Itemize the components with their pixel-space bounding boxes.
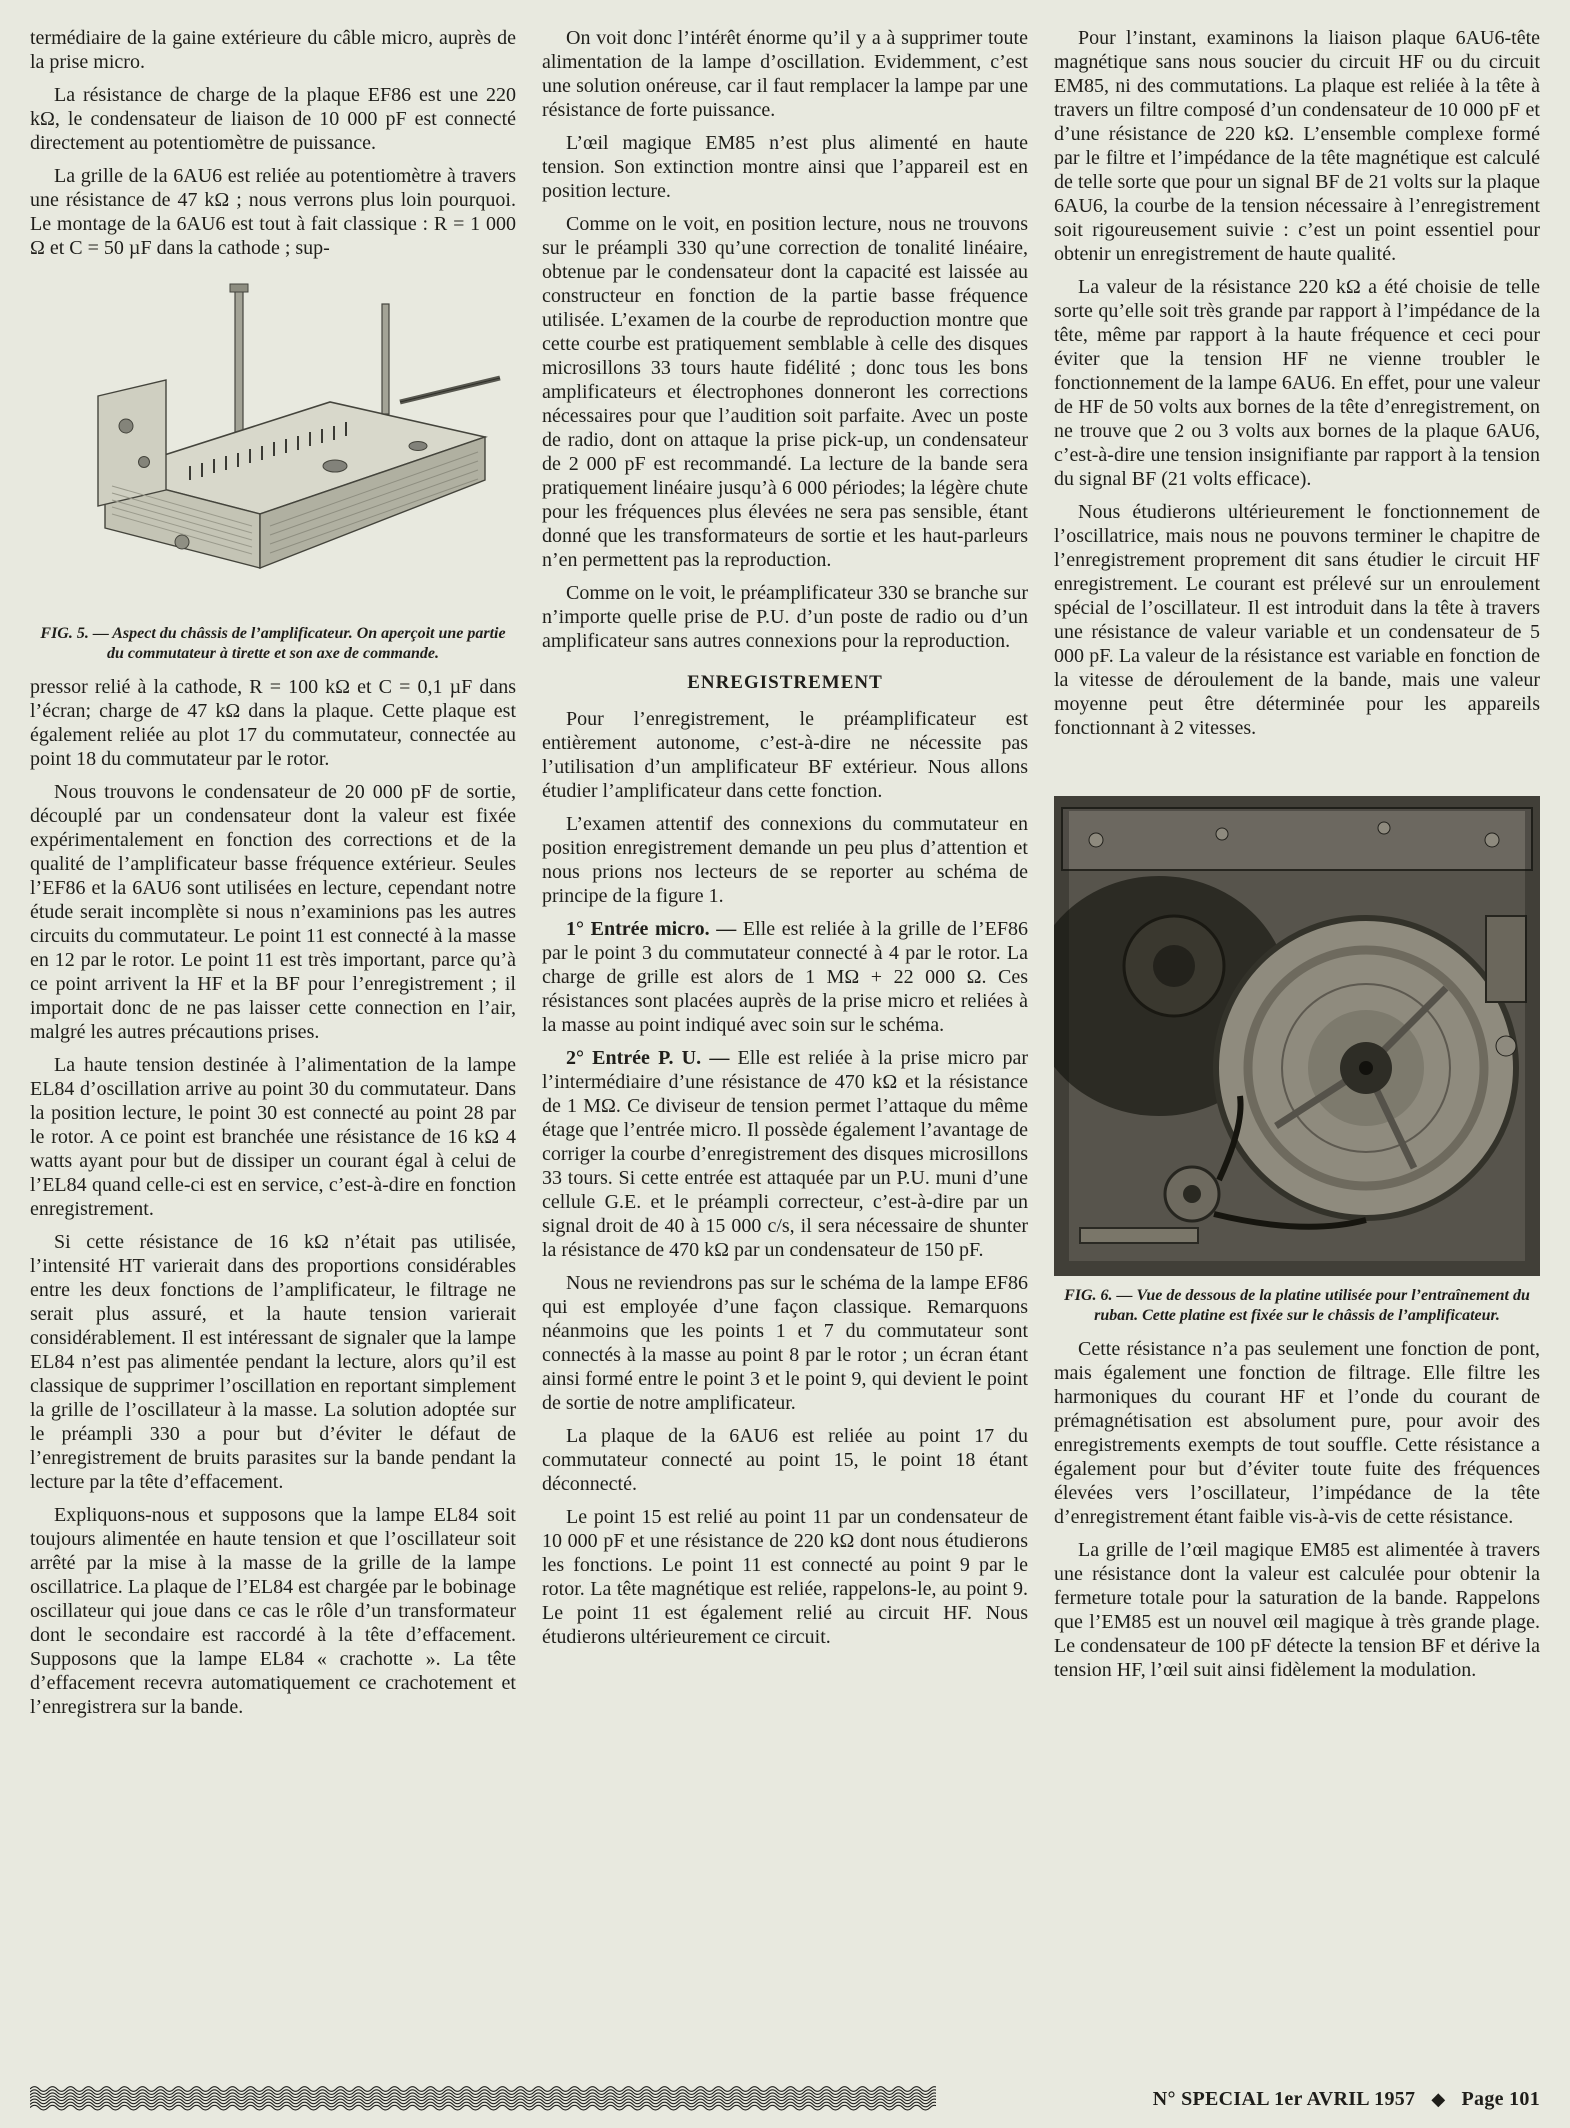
- paragraph: termédiaire de la gaine extérieure du câble micro, auprès de la prise micro.: [30, 27, 516, 73]
- paragraph: Expliquons-nous et supposons que la lampe EL84 soit toujours alimentée en haute tension et que l’oscillateur soit arrêté par la mise à la masse de la grille de la lampe oscillatrice. La plaque de l’EL84 est chargée par le bobinage oscillateur qui joue dans ce cas le rôle d’un transformateur dont le secondaire est raccordé à la tête d’effacement. Supposons que la lampe EL84 « crachotte ». La tête d’effacement recevra automatiquement ce crachotement et l’enregistrera sur la bande.: [30, 1504, 516, 1718]
- paragraph-entree-pu: [542, 1046, 1028, 1262]
- platine-underside-photo: [1054, 796, 1540, 1276]
- figure-5-caption: FIG. 5. — Aspect du châssis de l’amplificateur. On aperçoit une partie du commutateur à tirette et son axe de commande.: [40, 625, 506, 662]
- paragraph: Cette résistance n’a pas seulement une fonction de pont, mais également une fonction de filtrage. Elle filtre les harmoniques du courant HF et l’onde du courant de prémagnétisation est absolument pure, pour avoir des enregistrements exempts de tout souffle. Cette résistance a également pour but d’éviter toute fuite des fréquences élevées vers l’oscillateur, l’impédance de la tête d’enregistrement étant faible vis-à-vis de cette résistance.: [1054, 1338, 1540, 1528]
- issue-label: N° SPECIAL 1er AVRIL 1957: [1152, 2087, 1416, 2110]
- paragraph: L’examen attentif des connexions du commutateur en position enregistrement demande un peu plus d’attention et nous prions nos lecteurs de se reporter au schéma de principe de la figure 1.: [542, 813, 1028, 907]
- paragraph: La valeur de la résistance 220 kΩ a été choisie de telle sorte qu’elle soit très grande par rapport à l’impédance de la tête, même par rapport à la haute fréquence et ceci pour éviter que la tension HF ne vienne troubler le fonctionnement de la lampe 6AU6. En effet, pour une valeur de HF de 50 volts aux bornes de la tête d’enregistrement, on ne trouve que 2 ou 3 volts aux bornes de la plaque 6AU6, c’est-à-dire une tension insignifiante par rapport à la tension du signal BF (21 volts efficace).: [1054, 276, 1540, 490]
- paragraph: Le point 15 est relié au point 11 par un condensateur de 10 000 pF et une résistance de 220 kΩ dont nous étudierons les fonctions. Le point 11 est connecté au point 9 par le rotor. La tête magnétique est reliée, rappelons-le, au point 9. Le point 11 est également relié au circuit HF. Nous étudierons ultérieurement ce circuit.: [542, 1506, 1028, 1648]
- decorative-wave-lines: [30, 2086, 936, 2112]
- chassis-line-drawing: [30, 274, 516, 614]
- diamond-icon: ◆: [1431, 2088, 1446, 2109]
- figure-6: [1054, 796, 1540, 1325]
- paragraph-entree-micro: [542, 917, 1028, 1037]
- page-footer: [30, 2086, 1540, 2112]
- paragraph: Comme on le voit, le préamplificateur 330 se branche sur n’importe quelle prise de P.U. d’un poste de radio ou d’un amplificateur sans autres connexions pour la reproduction.: [542, 582, 1028, 652]
- paragraph: Si cette résistance de 16 kΩ n’était pas utilisée, l’intensité HT varierait dans des proportions considérables entre les deux fonctions de l’amplificateur, le filtrage ne serait plus assuré, et la haute tension varierait considérablement. Il est intéressant de signaler que la lampe EL84 n’est pas alimentée pendant la lecture, alors qu’il est classique de supprimer l’oscillation en reportant simplement la grille de l’oscillateur à la masse. La solution adoptée sur le préampli 330 a pour but d’éviter le défaut de l’enregistrement de bruits parasites sur la bande pendant la lecture par la tête d’effacement.: [30, 1231, 516, 1493]
- entry-lead: 1° Entrée micro. —: [566, 918, 743, 940]
- paragraph: La haute tension destinée à l’alimentation de la lampe EL84 d’oscillation arrive au point 30 du commutateur. Dans la position lecture, le point 30 est connecté au point 28 par le rotor. A ce point est branchée une résistance de 16 kΩ 4 watts ayant pour but de dissiper un courant égal à celui de l’EL84 quand celle-ci est en service, c’est-à-dire en fonction enregistrement.: [30, 1054, 516, 1220]
- paragraph: Comme on le voit, en position lecture, nous ne trouvons sur le préampli 330 qu’une correction de tonalité linéaire, obtenue par le condensateur dont la capacité est laissée au constructeur en fonction de la partie basse fréquence utilisée. L’examen de la courbe de reproduction montre que cette courbe est pratiquement semblable à celle des disques microsillons 33 tours haute fidélité ; donc tous les bons amplificateurs et électrophones donneront les corrections nécessaires pour que l’audition soit parfaite. Avec un poste de radio, dont on attaque la prise pick-up, un condensateur de 2 000 pF est recommandé. La lecture de la bande sera pratiquement linéaire jusqu’à 6 000 périodes; la légère chute pour les fréquences plus élevées ne sera pas sensible, étant donné que les transformateurs de sortie et les haut-parleurs n’en permettent pas la reproduction.: [542, 213, 1028, 571]
- figure-5: [30, 274, 516, 663]
- paragraph: Nous ne reviendrons pas sur le schéma de la lampe EF86 qui est employée d’une façon classique. Remarquons néanmoins que les points 1 et 7 du commutateur sont connectés à la masse au point 8 par le rotor ; un écran étant ainsi formé entre le point 3 et le point 9, qui devient le point de sortie de notre amplificateur.: [542, 1272, 1028, 1414]
- paragraph: La plaque de la 6AU6 est reliée au point 17 du commutateur connecté au point 15, le point 18 étant déconnecté.: [542, 1425, 1028, 1495]
- figure-6-caption: FIG. 6. — Vue de dessous de la platine utilisée pour l’entraînement du ruban. Cette platine est fixée sur le châssis de l’amplificateur.: [1064, 1287, 1530, 1324]
- paragraph: La grille de l’œil magique EM85 est alimentée à travers une résistance dont la valeur est calculée pour obtenir la fermeture totale pour la saturation de la bande. Rappelons que l’EM85 est un nouvel œil magique à très grande plage. Le condensateur de 100 pF détecte la tension BF et dérive la tension HF, l’œil suit ainsi fidèlement la modulation.: [1054, 1539, 1540, 1681]
- paragraph: Nous trouvons le condensateur de 20 000 pF de sortie, découplé par un condensateur dont la valeur est fixée expérimentalement en fonction des corrections et de la qualité de l’amplificateur basse fréquence extérieur. Seules l’EF86 et la 6AU6 sont utilisées en lecture, cependant notre étude serait incomplète si nous n’examinions pas les autres circuits du commutateur. Le point 11 est connecté à la masse en 12 par le rotor. Le point 11 est très important, parce qu’à ce point arrivent la HF et la BF pour l’enregistrement ; il importait donc de ne pas laisser cette connection en l’air, malgré les autres précautions prises.: [30, 781, 516, 1043]
- column-right: [1054, 26, 1540, 1728]
- paragraph: Pour l’instant, examinons la liaison plaque 6AU6-tête magnétique sans nous soucier du circuit HF ou du circuit EM85, ni des commutations. La plaque est reliée à la tête à travers un filtre composé d’un condensateur de 10 000 pF et d’une résistance de 220 kΩ. L’ensemble complexe formé par le filtre et l’impédance de la tête magnétique est calculé de telle sorte que pour un signal BF de 21 volts sur la plaque 6AU6, la courbe de la tension nécessaire à l’enregistrement soit rigoureusement suivie : c’est un point essentiel pour obtenir un enregistrement de haute qualité.: [1054, 27, 1540, 265]
- paragraph: Nous étudierons ultérieurement le fonctionnement de l’oscillatrice, mais nous ne pouvons terminer le chapitre de l’enregistrement proprement dit sans étudier le circuit HF enregistrement. Le courant est prélevé sur un enroulement spécial de l’oscillateur. Il est introduit dans la tête à travers une résistance de valeur variable et un condensateur de 5 000 pF. La valeur de la résistance est variable en fonction de la vitesse de déroulement de la bande, mais une valeur moyenne peut être déterminée pour les appareils fonctionnant à 2 vitesses.: [1054, 501, 1540, 739]
- paragraph: La grille de la 6AU6 est reliée au potentiomètre à travers une résistance de 47 kΩ ; nous verrons plus loin pourquoi. Le montage de la 6AU6 est tout à fait classique : R = 1 000 Ω et C = 50 µF dans la cathode ; sup-: [30, 165, 516, 259]
- page-number: Page 101: [1461, 2087, 1540, 2110]
- entry-lead: 2° Entrée P. U. —: [566, 1047, 738, 1069]
- paragraph: On voit donc l’intérêt énorme qu’il y a à supprimer toute alimentation de la lampe d’oscillation. Evidemment, c’est une solution onéreuse, car il faut remplacer la lampe par une résistance de forte puissance.: [542, 27, 1028, 121]
- column-left: [30, 26, 516, 1728]
- entry-text: Elle est reliée à la grille de l’EF86 par le point 3 du commutateur connecté à 4 par le rotor. La charge de grille est alors de 1 MΩ + 22 000 Ω. Ces résistances sont placées auprès de la prise micro et reliées à la masse au point indiqué avec soin sur le schéma.: [542, 918, 1028, 1036]
- paragraph: pressor relié à la cathode, R = 100 kΩ et C = 0,1 µF dans l’écran; charge de 47 kΩ dans la plaque. Cette plaque est également reliée au plot 17 du commutateur, connectée au point 18 du commutateur par le rotor.: [30, 676, 516, 770]
- section-heading-enregistrement: ENREGISTREMENT: [687, 672, 883, 693]
- paragraph: Pour l’enregistrement, le préamplificateur est entièrement autonome, c’est-à-dire ne nécessite pas l’utilisation d’un amplificateur BF extérieur. Nous allons étudier l’amplificateur dans cette fonction.: [542, 708, 1028, 802]
- paragraph: L’œil magique EM85 n’est plus alimenté en haute tension. Son extinction montre ainsi que l’appareil est en position lecture.: [542, 132, 1028, 202]
- entry-text: Elle est reliée à la prise micro par l’intermédiaire d’une résistance de 470 kΩ et la résistance de 1 MΩ. Ce diviseur de tension permet l’attaque du même étage que l’entrée micro. Il possède également l’avantage de corriger la courbe d’enregistrement des disques microsillons 33 tours. Si cette entrée est attaquée par un P.U. muni d’une cellule G.E. et le préampli correcteur, c’est-à-dire par un signal droit de 40 à 15 000 c/s, il sera nécessaire de shunter la résistance de 470 kΩ par un condensateur de 150 pF.: [542, 1047, 1029, 1261]
- column-center: [542, 26, 1028, 1728]
- paragraph: La résistance de charge de la plaque EF86 est une 220 kΩ, le condensateur de liaison de 10 000 pF est connecté directement au potentiomètre de puissance.: [30, 84, 516, 154]
- footer-issue-line: [1153, 2088, 1540, 2111]
